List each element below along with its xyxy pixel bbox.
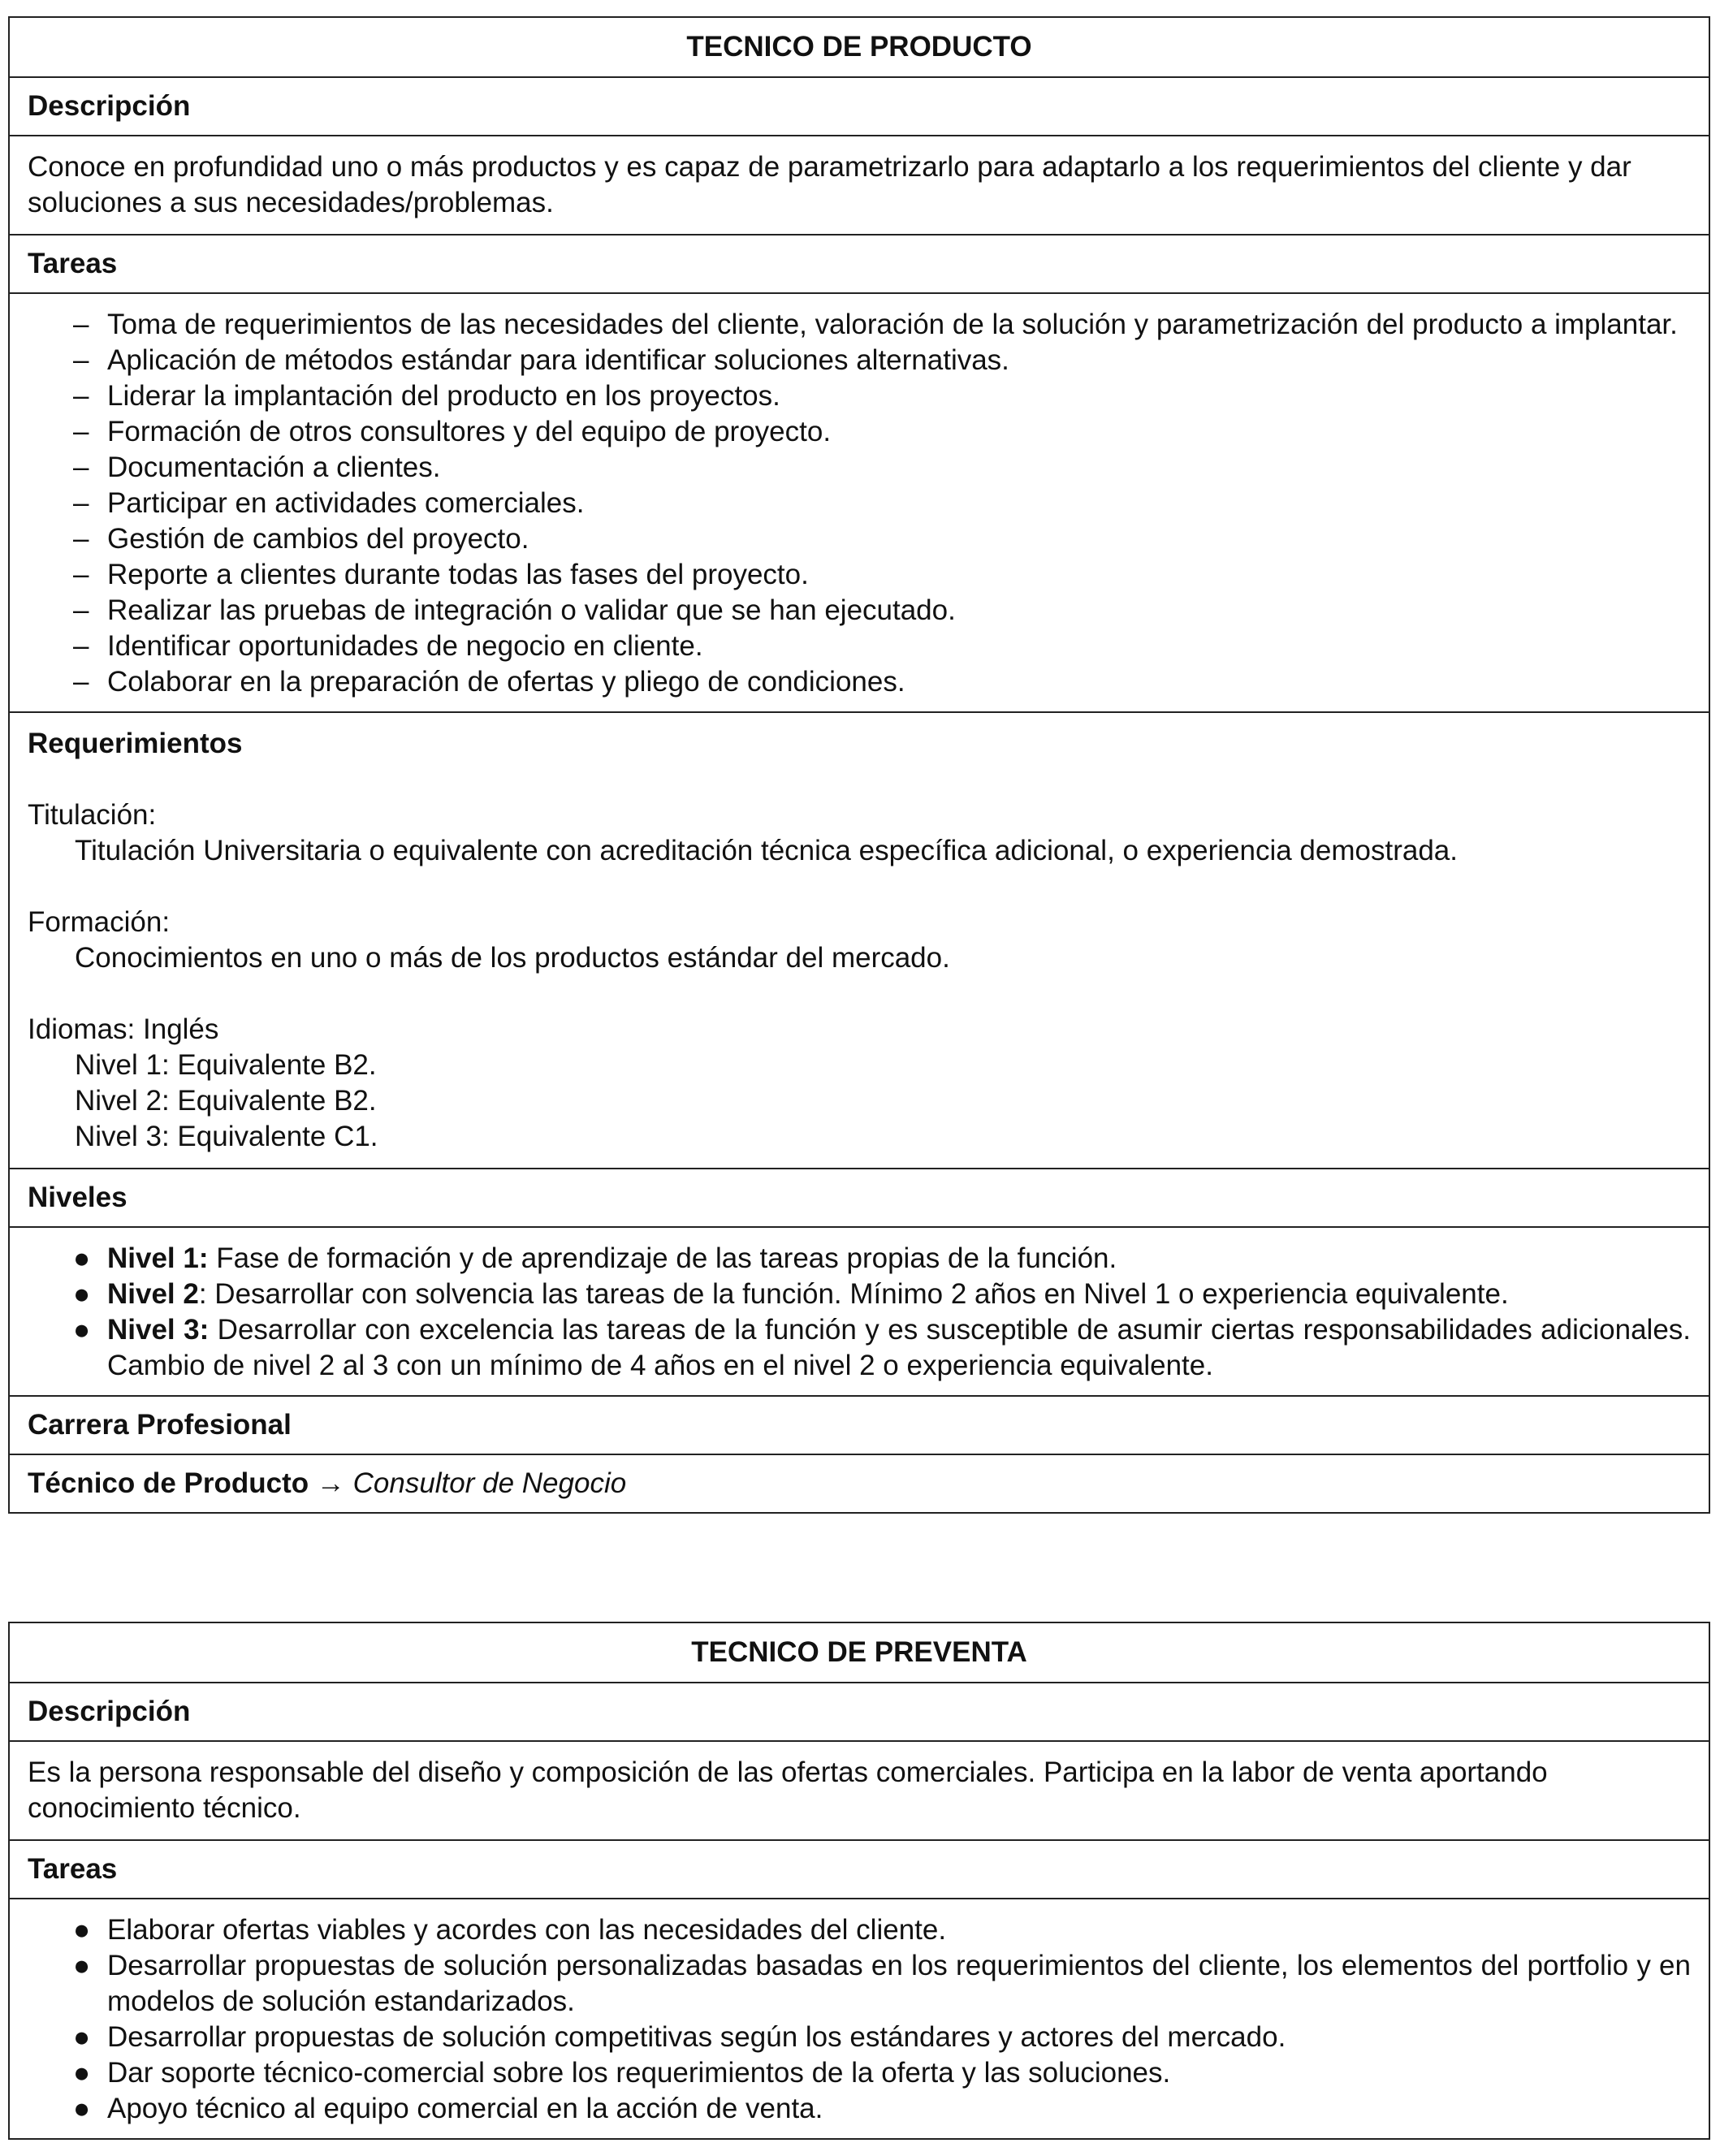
section-header-carrera: Carrera Profesional — [10, 1395, 1709, 1454]
section-header-requerimientos: Requerimientos — [28, 728, 243, 759]
list-item: – Formación de otros consultores y del equipo de proyecto. — [73, 416, 832, 447]
idioma-nivel-2: Nivel 2: Equivalente B2. — [75, 1085, 377, 1117]
descripcion-text: Conoce en profundidad uno o más productos y es capaz de parametrizarlo para adaptarlo a los requerimientos del cliente y dar soluciones a sus necesidades/problemas. — [10, 135, 1709, 234]
list-item: – Participar en actividades comerciales. — [73, 487, 585, 519]
section-header-tareas: Tareas — [10, 234, 1709, 292]
table-tecnico-producto — [8, 16, 1710, 1514]
section-header-niveles: Niveles — [10, 1168, 1709, 1226]
requerimientos-section — [10, 711, 1709, 1168]
formacion-text: Conocimientos en uno o más de los productos estándar del mercado. — [75, 942, 950, 974]
titulacion-label: Titulación: — [28, 799, 157, 831]
formacion-block — [28, 905, 1691, 976]
titulacion-block — [28, 797, 1691, 869]
idioma-nivel-1: Nivel 1: Equivalente B2. — [75, 1049, 377, 1081]
idiomas-block — [28, 1012, 1691, 1155]
descripcion-text: Es la persona responsable del diseño y composición de las ofertas comerciales. Participa en la labor de venta aportando conocimiento técnico. — [10, 1740, 1709, 1839]
list-item: – Identificar oportunidades de negocio en cliente. — [73, 630, 703, 662]
list-item: – Liderar la implantación del producto en los proyectos. — [73, 380, 780, 412]
formacion-label: Formación: — [28, 906, 171, 938]
list-item: – Gestión de cambios del proyecto. — [73, 523, 529, 555]
list-item: ● Desarrollar propuestas de solución competitivas según los estándares y actores del mercado. — [73, 2021, 1286, 2053]
list-item: – Colaborar en la preparación de ofertas y pliego de condiciones. — [73, 666, 905, 698]
list-item: ● Elaborar ofertas viables y acordes con las necesidades del cliente. — [73, 1914, 947, 1946]
niveles-section — [10, 1226, 1709, 1395]
table-title: TECNICO DE PREVENTA — [691, 1636, 1027, 1668]
section-header-tareas: Tareas — [10, 1839, 1709, 1898]
section-header-descripcion: Descripción — [10, 76, 1709, 135]
table-tecnico-preventa — [8, 1622, 1710, 2140]
list-item: – Realizar las pruebas de integración o validar que se han ejecutado. — [73, 594, 956, 626]
carrera-from: Técnico de Producto — [28, 1467, 309, 1499]
carrera-path — [10, 1454, 1709, 1512]
tareas-list — [28, 294, 1691, 711]
list-item: ● Nivel 2: Desarrollar con solvencia las tareas de la función. Mínimo 2 años en Nivel 1 o experiencia equivalente. — [73, 1278, 1509, 1310]
idiomas-label: Idiomas: Inglés — [28, 1013, 219, 1045]
list-item: ● Desarrollar propuestas de solución personalizadas basadas en los requerimientos del cliente, los elementos del portfolio y en modelos de solución estandarizados. — [73, 1950, 1691, 2017]
list-item: ● Apoyo técnico al equipo comercial en la acción de venta. — [73, 2093, 823, 2124]
tareas-list — [28, 1899, 1691, 2138]
section-header-descripcion: Descripción — [10, 1682, 1709, 1740]
titulacion-text: Titulación Universitaria o equivalente con acreditación técnica específica adicional, o experiencia demostrada. — [75, 835, 1458, 866]
list-item: – Aplicación de métodos estándar para identificar soluciones alternativas. — [73, 344, 1009, 376]
list-item: ● Dar soporte técnico-comercial sobre los requerimientos de la oferta y las soluciones. — [73, 2057, 1171, 2089]
list-item: ● Nivel 3: Desarrollar con excelencia las tareas de la función y es susceptible de asumir ciertas responsabilidades adicionales. Cambio de nivel 2 al 3 con un mínimo de 4 años en el nivel 2 o experiencia equivalente. — [73, 1314, 1692, 1381]
tareas-section — [10, 292, 1709, 711]
table-title: TECNICO DE PRODUCTO — [686, 31, 1032, 63]
niveles-list — [28, 1228, 1691, 1395]
tareas-section — [10, 1898, 1709, 2138]
list-item: – Toma de requerimientos de las necesidades del cliente, valoración de la solución y parametrización del producto a implantar. — [73, 309, 1678, 340]
idioma-nivel-3: Nivel 3: Equivalente C1. — [75, 1121, 378, 1152]
list-item: – Reporte a clientes durante todas las fases del proyecto. — [73, 559, 809, 590]
carrera-to: Consultor de Negocio — [352, 1467, 627, 1499]
arrow-right-icon: → — [309, 1467, 353, 1499]
list-item: – Documentación a clientes. — [73, 452, 441, 483]
list-item: ● Nivel 1: Fase de formación y de aprendizaje de las tareas propias de la función. — [73, 1242, 1117, 1274]
